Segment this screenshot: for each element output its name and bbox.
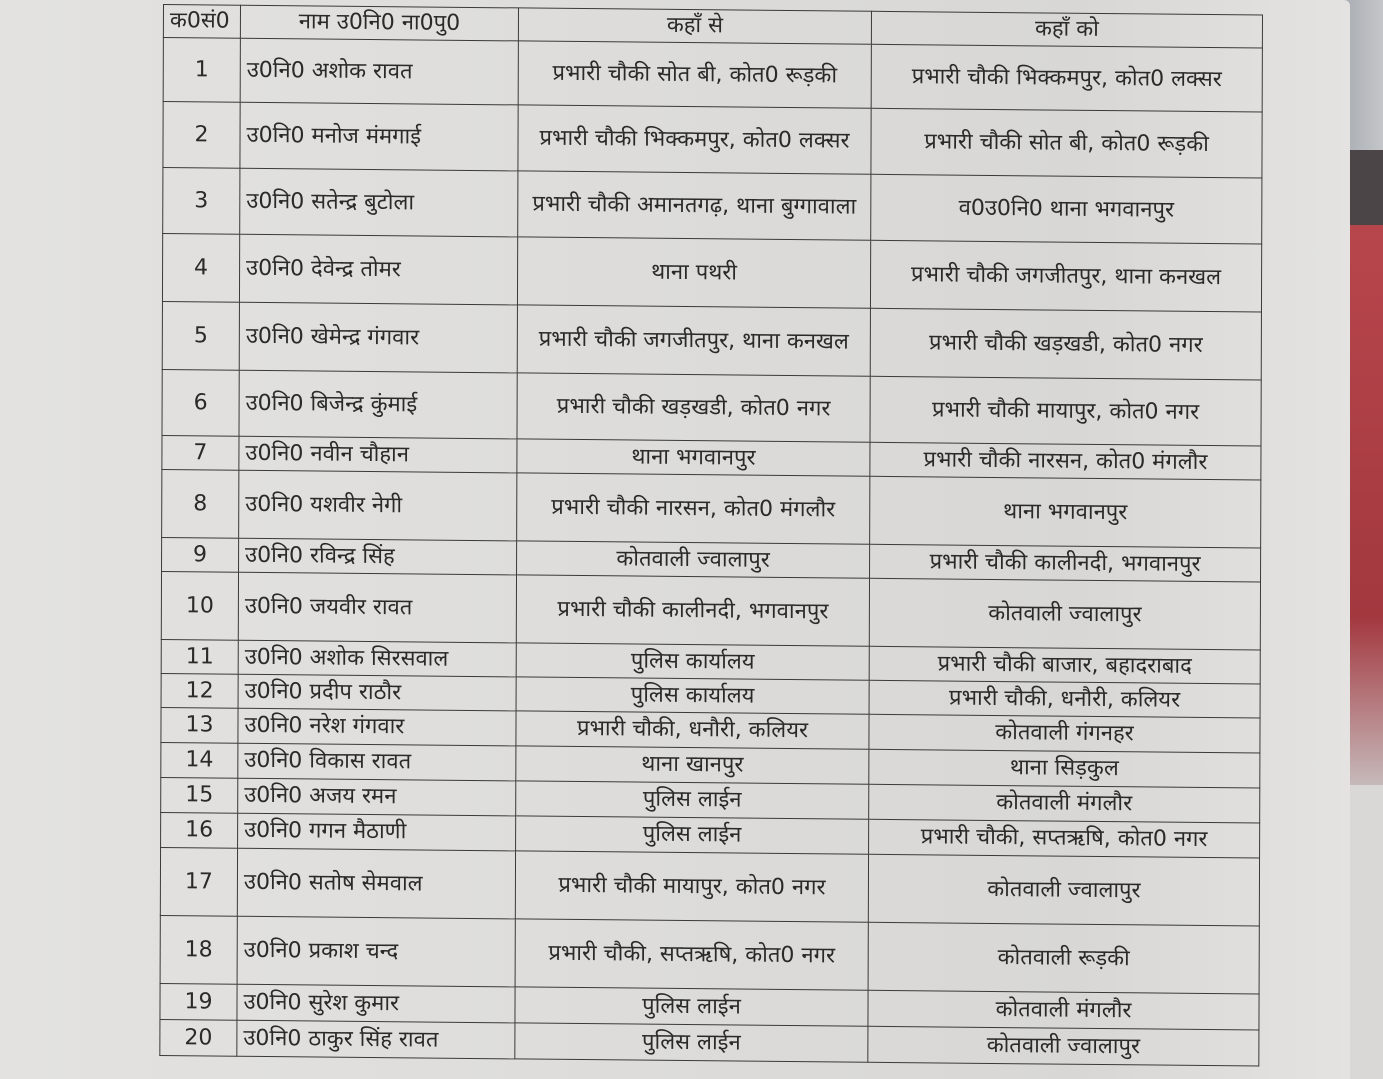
to-cell: थाना सिड़कुल <box>869 749 1260 788</box>
name-cell: उ0नि0 रविन्द्र सिंह <box>239 538 517 575</box>
name-cell: उ0नि0 खेमेन्द्र गंगवार <box>239 302 517 373</box>
name-cell: उ0नि0 नरेश गंगवार <box>238 708 516 746</box>
to-cell: कोतवाली रूड़की <box>868 922 1259 994</box>
serial-cell: 6 <box>162 369 239 436</box>
name-cell: उ0नि0 सतेन्द्र बुटोला <box>240 168 518 237</box>
to-cell: प्रभारी चौकी, सप्तऋषि, कोत0 नगर <box>869 819 1260 858</box>
name-cell: उ0नि0 यशवीर नेगी <box>239 470 517 541</box>
serial-cell: 17 <box>160 847 237 916</box>
to-cell: कोतवाली ज्वालापुर <box>869 578 1260 650</box>
serial-cell: 19 <box>160 983 237 1020</box>
from-cell: प्रभारी चौकी नारसन, कोत0 मंगलौर <box>517 473 870 544</box>
serial-cell: 16 <box>161 812 238 848</box>
from-cell: प्रभारी चौकी, धनौरी, कलियर <box>516 711 869 749</box>
serial-cell: 14 <box>161 742 238 778</box>
serial-cell: 18 <box>160 915 237 984</box>
serial-cell: 13 <box>161 707 238 743</box>
table-row <box>162 369 1261 446</box>
name-cell: उ0नि0 अशोक रावत <box>240 38 518 105</box>
background-red-cloth <box>1347 225 1383 785</box>
from-cell: पुलिस कार्यालय <box>516 677 869 714</box>
transfer-table <box>159 4 1263 1067</box>
table-row <box>161 571 1260 650</box>
name-cell: उ0नि0 सुरेश कुमार <box>237 984 515 1023</box>
from-cell: प्रभारी चौकी मायापुर, कोत0 नगर <box>515 851 868 922</box>
serial-cell: 15 <box>161 777 238 813</box>
name-cell: उ0नि0 अजय रमन <box>238 778 516 816</box>
to-cell: प्रभारी चौकी नारसन, कोत0 मंगलौर <box>870 442 1261 480</box>
serial-cell: 5 <box>162 301 239 370</box>
from-cell: थाना पथरी <box>517 237 870 308</box>
name-cell: उ0नि0 बिजेन्द्र कुंमाई <box>239 370 517 439</box>
serial-cell: 9 <box>162 537 239 572</box>
serial-cell: 20 <box>160 1019 237 1056</box>
header-name: नाम उ0नि0 ना0पु0 <box>240 5 518 41</box>
header-serial: क0सं0 <box>163 5 240 39</box>
name-cell: उ0नि0 सतोष सेमवाल <box>237 848 515 919</box>
serial-cell: 11 <box>161 639 238 674</box>
from-cell: पुलिस लाईन <box>516 781 869 819</box>
serial-cell: 4 <box>162 233 239 302</box>
background-dark-stripe <box>1345 150 1383 230</box>
table-row <box>160 847 1259 926</box>
serial-cell: 12 <box>161 673 238 708</box>
name-cell: उ0नि0 गगन मैठाणी <box>238 813 516 851</box>
to-cell: व0उ0नि0 थाना भगवानपुर <box>871 174 1262 244</box>
to-cell: प्रभारी चौकी बाजार, बहादराबाद <box>869 646 1260 684</box>
to-cell: कोतवाली गंगनहर <box>869 714 1260 753</box>
from-cell: प्रभारी चौकी कालीनदी, भगवानपुर <box>516 575 869 646</box>
to-cell: थाना भगवानपुर <box>870 476 1261 548</box>
serial-cell: 7 <box>162 435 239 470</box>
from-cell: पुलिस कार्यालय <box>516 643 869 680</box>
serial-cell: 8 <box>162 469 239 538</box>
from-cell: प्रभारी चौकी जगजीतपुर, थाना कनखल <box>517 305 870 376</box>
header-from: कहाँ से <box>518 8 871 44</box>
serial-cell: 2 <box>163 102 240 169</box>
to-cell: प्रभारी चौकी भिक्कमपुर, कोत0 लक्सर <box>871 44 1262 112</box>
from-cell: थाना खानपुर <box>516 746 869 784</box>
to-cell: प्रभारी चौकी खड़खडी, कोत0 नगर <box>870 308 1261 380</box>
name-cell: उ0नि0 जयवीर रावत <box>238 572 516 643</box>
from-cell: प्रभारी चौकी सोत बी, कोत0 रूड़की <box>518 41 871 108</box>
to-cell: प्रभारी चौकी, धनौरी, कलियर <box>869 680 1260 718</box>
name-cell: उ0नि0 ठाकुर सिंह रावत <box>237 1020 515 1059</box>
table-row <box>162 469 1261 548</box>
table-row <box>162 233 1261 312</box>
name-cell: उ0नि0 प्रदीप राठौर <box>238 674 516 711</box>
table-row <box>160 915 1259 994</box>
header-to: कहाँ को <box>871 11 1262 48</box>
to-cell: कोतवाली ज्वालापुर <box>868 1026 1259 1066</box>
table-row <box>163 102 1262 179</box>
serial-cell: 3 <box>163 168 240 235</box>
to-cell: प्रभारी चौकी जगजीतपुर, थाना कनखल <box>870 240 1261 312</box>
table-body <box>160 38 1263 1067</box>
from-cell: पुलिस लाईन <box>515 1023 868 1062</box>
to-cell: प्रभारी चौकी कालीनदी, भगवानपुर <box>870 544 1261 582</box>
table-row <box>163 38 1262 113</box>
to-cell: कोतवाली मंगलौर <box>869 784 1260 823</box>
from-cell: कोतवाली ज्वालापुर <box>517 541 870 578</box>
table-row <box>163 168 1262 245</box>
name-cell: उ0नि0 अशोक सिरसवाल <box>238 640 516 677</box>
table-row <box>162 301 1261 380</box>
from-cell: प्रभारी चौकी, सप्तऋषि, कोत0 नगर <box>515 919 868 990</box>
name-cell: उ0नि0 मनोज मंमगाई <box>240 102 518 171</box>
name-cell: उ0नि0 प्रकाश चन्द <box>237 916 515 987</box>
name-cell: उ0नि0 विकास रावत <box>238 743 516 781</box>
to-cell: कोतवाली ज्वालापुर <box>868 854 1259 926</box>
name-cell: उ0नि0 नवीन चौहान <box>239 436 517 473</box>
from-cell: प्रभारी चौकी भिक्कमपुर, कोत0 लक्सर <box>518 105 871 174</box>
to-cell: प्रभारी चौकी सोत बी, कोत0 रूड़की <box>871 108 1262 178</box>
name-cell: उ0नि0 देवेन्द्र तोमर <box>239 234 517 305</box>
to-cell: प्रभारी चौकी मायापुर, कोत0 नगर <box>870 376 1261 446</box>
from-cell: प्रभारी चौकी खड़खडी, कोत0 नगर <box>517 373 870 442</box>
serial-cell: 10 <box>161 571 238 640</box>
from-cell: पुलिस लाईन <box>516 816 869 854</box>
serial-cell: 1 <box>163 38 240 103</box>
to-cell: कोतवाली मंगलौर <box>868 990 1259 1030</box>
from-cell: प्रभारी चौकी अमानतगढ़, थाना बुग्गावाला <box>518 171 871 240</box>
from-cell: पुलिस लाईन <box>515 987 868 1026</box>
from-cell: थाना भगवानपुर <box>517 439 870 476</box>
